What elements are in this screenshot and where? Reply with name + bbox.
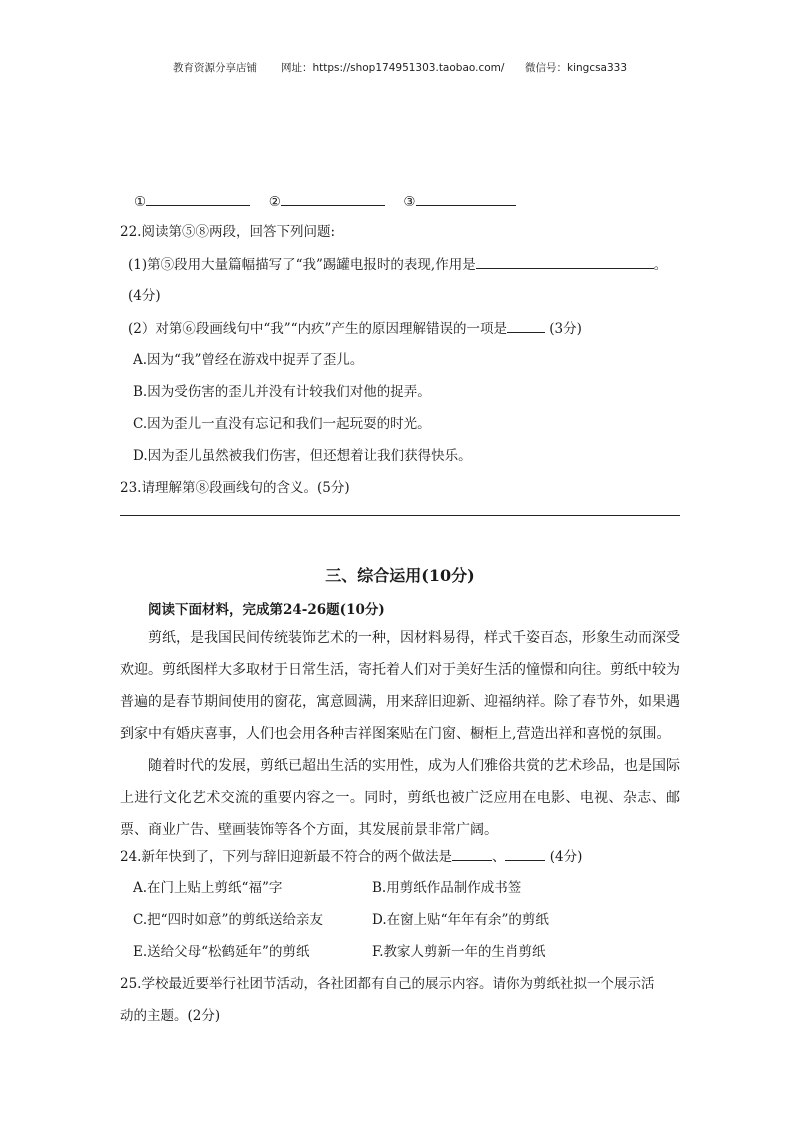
section-title: 三、综合运用(10分) (325, 566, 475, 585)
answer-blank-2 (281, 191, 385, 206)
q22-part2 (128, 318, 582, 339)
q24-option-b: B.用剪纸作品制作成书签 (372, 880, 522, 896)
q22-part2-blank (507, 318, 545, 333)
q22-stem: 22.阅读第⑤⑧两段，回答下列问题: (120, 224, 336, 240)
q22-option-b: B.因为受伤害的歪儿并没有计较我们对他的捉弄。 (133, 384, 431, 400)
passage-paragraph-1: 剪纸，是我国民间传统装饰艺术的一种，因材料易得，样式千姿百态，形象生动而深受欢迎。剪纸图样大多取材于日常生活，寄托着人们对于美好生活的憧憬和向往。剪纸中较为普遍的是春节期间使用的窗花，寓意圆满，用来辞旧迎新、迎福纳祥。除了春节外，如果遇到家中有婚庆喜事，人们也会用各种吉祥图案贴在门窗、橱柜上,营造出祥和喜悦的氛围。 (120, 630, 680, 742)
q24-blank-2 (505, 846, 545, 861)
q22-part1 (128, 254, 667, 275)
q24-stem-text: 24.新年快到了，下列与辞旧迎新最不符合的两个做法是 (120, 849, 452, 865)
q22-part1-score: (4分) (128, 288, 161, 304)
blank-label-1: ① (134, 194, 147, 210)
answer-blank-3 (416, 191, 516, 206)
q25-line-1: 25.学校最近要举行社团节活动，各社团都有自己的展示内容。请你为剪纸社拟一个展示活 (120, 976, 655, 992)
header-wechat: 微信号：kingcsa333 (525, 62, 628, 74)
q24-option-d: D.在窗上贴“年年有余”的剪纸 (372, 912, 549, 928)
q22-option-d: D.因为歪儿虽然被我们伤害，但还想着让我们获得快乐。 (133, 448, 472, 464)
q24-stem (120, 846, 582, 867)
q24-score: (4分) (549, 849, 583, 865)
header-shop: 教育资源分享店铺 (173, 62, 257, 74)
q24-option-a: A.在门上贴上剪纸“福”字 (133, 880, 283, 896)
blank-row (134, 191, 516, 212)
q24-option-e: E.送给父母“松鹤延年”的剪纸 (133, 944, 310, 960)
answer-line (120, 515, 680, 516)
q22-part2-text: (2）对第⑥段画线句中“我”“内疚”产生的原因理解错误的一项是 (128, 321, 507, 337)
q24-option-c: C.把“四时如意”的剪纸送给亲友 (133, 912, 323, 928)
passage-paragraph-2: 随着时代的发展，剪纸已超出生活的实用性，成为人们雅俗共赏的艺术珍品，也是国际上进行文化艺术交流的重要内容之一。同时，剪纸也被广泛应用在电影、电视、杂志、邮票、商业广告、壁画装饰等各个方面，其发展前景非常广阔。 (120, 758, 680, 838)
answer-blank-1 (146, 191, 250, 206)
q22-part1-end: 。 (653, 257, 668, 273)
q24-blank-1 (452, 846, 492, 861)
q23-stem: 23.请理解第⑧段画线句的含义。(5分) (120, 480, 350, 496)
q24-sep: 、 (491, 849, 506, 865)
q22-part1-blank (476, 254, 654, 269)
blank-label-3: ③ (403, 194, 416, 210)
header-url: 网址：https://shop174951303.taobao.com/ (281, 62, 505, 74)
section-intro: 阅读下面材料，完成第24-26题(10分) (148, 602, 385, 618)
q22-option-a: A.因为“我”曾经在游戏中捉弄了歪儿。 (133, 352, 364, 368)
q24-option-f: F.教家人剪新一年的生肖剪纸 (372, 944, 546, 960)
q25-line-2: 动的主题。(2分) (120, 1008, 221, 1024)
q22-part2-score: (3分) (549, 321, 582, 337)
q22-option-c: C.因为歪儿一直没有忘记和我们一起玩耍的时光。 (133, 416, 431, 432)
blank-label-2: ② (268, 194, 281, 210)
q22-part1-text: (1)第⑤段用大量篇幅描写了“我”踢罐电报时的表现,作用是 (128, 257, 476, 273)
